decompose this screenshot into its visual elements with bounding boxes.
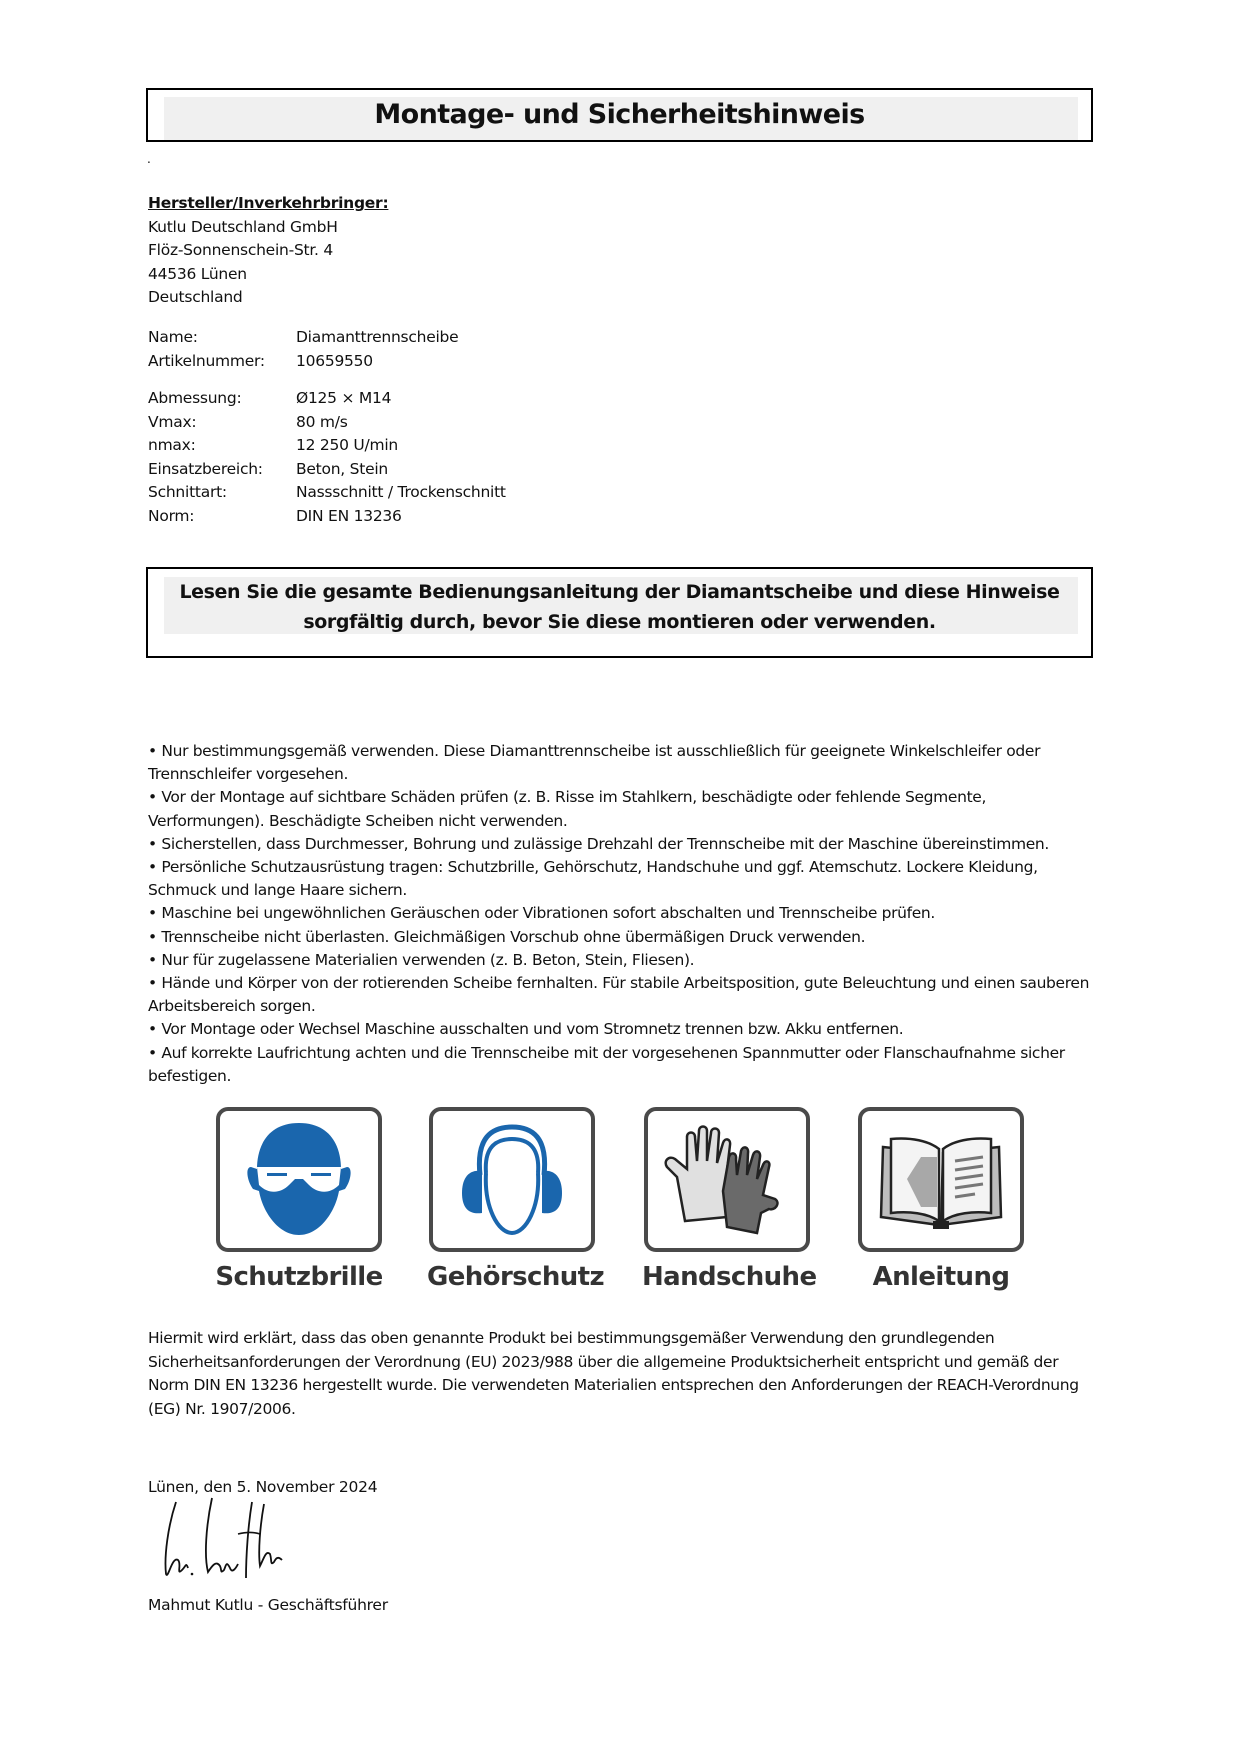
- pictogram-label: Handschuhe: [642, 1262, 817, 1292]
- spec-value: Diamanttrennscheibe: [296, 328, 459, 346]
- spec-value: Beton, Stein: [296, 459, 388, 478]
- manufacturer-block: [148, 192, 388, 310]
- manufacturer-street: Flöz-Sonnenschein-Str. 4: [148, 241, 334, 259]
- ear-protection-icon: [442, 1117, 582, 1242]
- handwritten-signature-icon: [160, 1496, 320, 1586]
- spec-label: Name:: [148, 328, 198, 346]
- product-ident-table: [148, 326, 458, 373]
- pictogram-frame: [644, 1107, 810, 1252]
- spec-value: DIN EN 13236: [296, 506, 402, 525]
- spec-row: [148, 350, 458, 374]
- stray-mark: .: [147, 152, 151, 166]
- manufacturer-country: Deutschland: [148, 288, 243, 306]
- spec-value: 10659550: [296, 351, 373, 370]
- notice-line: Lesen Sie die gesamte Bedienungsanleitung der Diamantscheibe und diese Hinweise: [179, 581, 1060, 603]
- list-item: • Nur bestimmungsgemäß verwenden. Diese Diamanttrennscheibe ist ausschließlich für geeignete Winkelschleifer oder Trennschleifer vorgesehen.: [148, 742, 1041, 784]
- list-item: • Vor Montage oder Wechsel Maschine ausschalten und vom Stromnetz trennen bzw. Akku entfernen.: [148, 1020, 904, 1039]
- pictogram-manual: [856, 1107, 1026, 1294]
- spec-label: Vmax:: [148, 412, 197, 431]
- spec-label: Schnittart:: [148, 483, 227, 501]
- gloves-icon: [657, 1117, 797, 1242]
- list-item: • Trennscheibe nicht überlasten. Gleichmäßigen Vorschub ohne übermäßigen Druck verwenden.: [148, 927, 866, 946]
- list-item: • Vor der Montage auf sichtbare Schäden prüfen (z. B. Risse im Stahlkern, beschädigte oder fehlende Segmente, Verformungen). Beschädigte Scheiben nicht verwenden.: [148, 788, 987, 830]
- list-item: • Nur für zugelassene Materialien verwenden (z. B. Beton, Stein, Fliesen).: [148, 950, 695, 969]
- title-box: [146, 88, 1093, 142]
- pictogram-label: Schutzbrille: [215, 1262, 383, 1292]
- product-specs-table: [148, 387, 506, 528]
- safety-instructions-list: [148, 740, 1098, 1088]
- place-date: Lünen, den 5. November 2024: [148, 1478, 378, 1496]
- spec-label: nmax:: [148, 436, 196, 454]
- signer-name: Mahmut Kutlu - Geschäftsführer: [148, 1596, 388, 1614]
- spec-value: Nassschnitt / Trockenschnitt: [296, 483, 506, 501]
- manufacturer-city: 44536 Lünen: [148, 264, 247, 283]
- safety-goggles-icon: [229, 1117, 369, 1242]
- list-item: • Sicherstellen, dass Durchmesser, Bohrung und zulässige Drehzahl der Trennscheibe mit der Maschine übereinstimmen.: [148, 834, 1049, 853]
- pictogram-frame: [429, 1107, 595, 1252]
- list-item: • Maschine bei ungewöhnlichen Geräuschen oder Vibrationen sofort abschalten und Trennscheibe prüfen.: [148, 904, 935, 923]
- pictogram-frame: [216, 1107, 382, 1252]
- list-item: • Persönliche Schutzausrüstung tragen: Schutzbrille, Gehörschutz, Handschuhe und ggf. Atemschutz. Lockere Kleidung, Schmuck und lange Haare sichern.: [148, 858, 1038, 900]
- manufacturer-company: Kutlu Deutschland GmbH: [148, 217, 338, 236]
- spec-value: 12 250 U/min: [296, 436, 398, 454]
- list-item: • Hände und Körper von der rotierenden Scheibe fernhalten. Für stabile Arbeitsposition, gute Beleuchtung und einen sauberen Arbeitsbereich sorgen.: [148, 974, 1090, 1016]
- spec-label: Abmessung:: [148, 389, 242, 407]
- spec-label: Einsatzbereich:: [148, 459, 263, 478]
- spec-row: [148, 481, 506, 505]
- signature: [160, 1496, 320, 1590]
- spec-row: [148, 434, 506, 458]
- spec-row: [148, 387, 506, 411]
- pictogram-label: Anleitung: [872, 1262, 1010, 1292]
- page-title: Montage- und Sicherheitshinweis: [374, 99, 865, 130]
- manufacturer-heading: Hersteller/Inverkehrbringer:: [148, 194, 389, 212]
- notice-line: sorgfältig durch, bevor Sie diese montieren oder verwenden.: [303, 611, 936, 633]
- list-item: • Auf korrekte Laufrichtung achten und die Trennscheibe mit der vorgesehenen Spannmutter oder Flanschaufnahme sicher befestigen.: [148, 1043, 1065, 1085]
- manual-book-icon: [871, 1117, 1011, 1242]
- spec-label: Artikelnummer:: [148, 351, 265, 370]
- pictogram-safety-goggles: [214, 1107, 384, 1294]
- pictogram-gloves: [642, 1107, 817, 1294]
- spec-value: Ø125 × M14: [296, 389, 392, 407]
- conformity-declaration: Hiermit wird erklärt, dass das oben genannte Produkt bei bestimmungsgemäßer Verwendung den grundlegenden Sicherheitsanforderungen der Verordnung (EU) 2023/988 über die allgemeine Produktsicherheit entspricht und gemäß der Norm DIN EN 13236 hergestellt wurde. Die verwendeten Materialien entsprechen den Anforderungen der REACH-Verordnung (EG) Nr. 1907/2006.: [148, 1329, 1079, 1418]
- notice-box: [146, 567, 1093, 658]
- spec-label: Norm:: [148, 506, 195, 525]
- pictogram-ear-protection: [427, 1107, 605, 1294]
- spec-row: [148, 326, 458, 350]
- spec-value: 80 m/s: [296, 412, 348, 431]
- notice-text: [148, 577, 1091, 637]
- spec-row: [148, 411, 506, 435]
- pictogram-label: Gehörschutz: [427, 1262, 605, 1292]
- spec-row: [148, 458, 506, 482]
- pictogram-frame: [858, 1107, 1024, 1252]
- spec-row: [148, 505, 506, 529]
